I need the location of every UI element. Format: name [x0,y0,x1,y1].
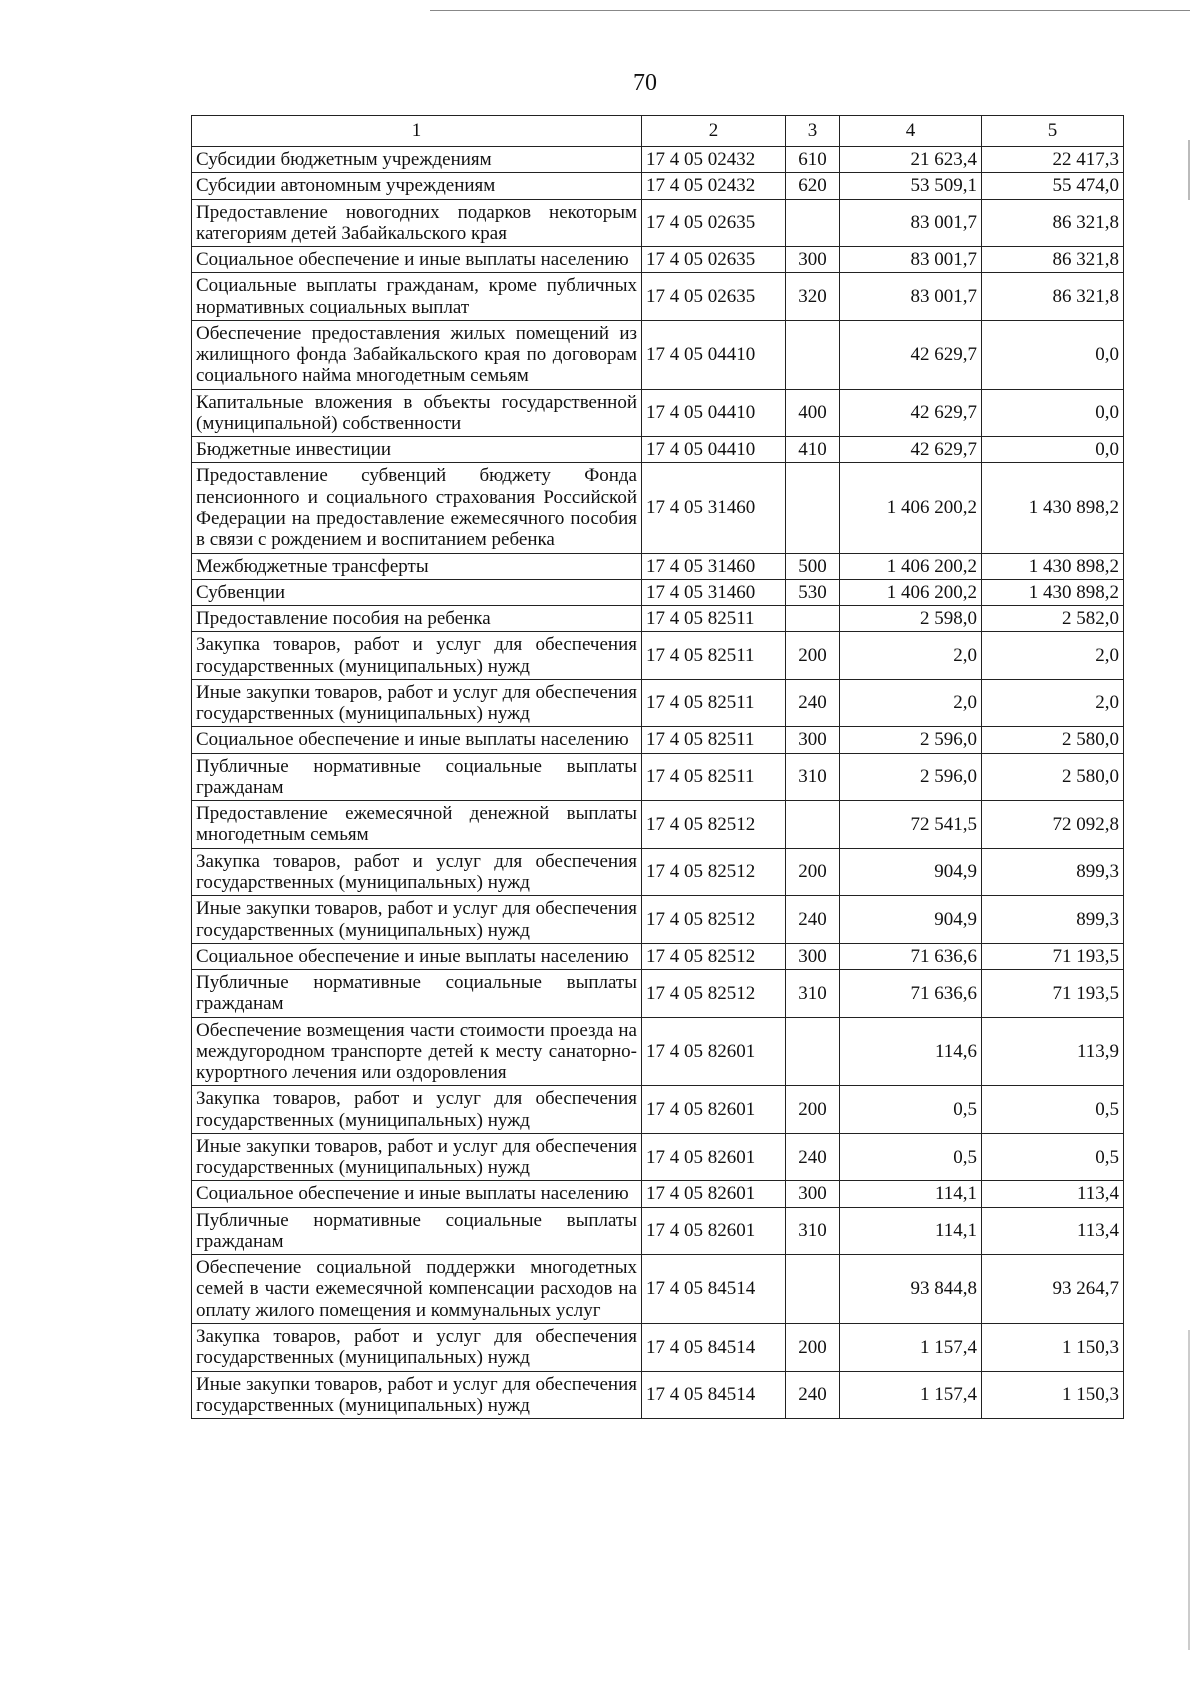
row-amount-col4: 114,1 [840,1181,982,1207]
row-name: Межбюджетные трансферты [192,553,642,579]
table-row [192,1207,1124,1255]
row-amount-col4: 2 596,0 [840,753,982,801]
row-amount-col5: 86 321,8 [982,247,1124,273]
header-col-2: 2 [642,116,786,147]
table-row [192,247,1124,273]
row-amount-col4: 1 157,4 [840,1324,982,1372]
table-row [192,679,1124,727]
table-row [192,1133,1124,1181]
row-code: 17 4 05 82601 [642,1207,786,1255]
row-name: Социальные выплаты гражданам, кроме публичных нормативных социальных выплат [192,273,642,321]
row-code: 17 4 05 82511 [642,632,786,680]
table-row [192,173,1124,199]
row-expense-type: 300 [786,247,840,273]
row-amount-col5: 1 430 898,2 [982,553,1124,579]
row-code: 17 4 05 82601 [642,1086,786,1134]
scan-edge-line [430,10,1190,11]
row-expense-type: 240 [786,679,840,727]
row-code: 17 4 05 31460 [642,463,786,553]
row-code: 17 4 05 82511 [642,727,786,753]
row-amount-col4: 72 541,5 [840,801,982,849]
row-code: 17 4 05 84514 [642,1255,786,1324]
row-expense-type [786,801,840,849]
row-expense-type: 300 [786,1181,840,1207]
row-code: 17 4 05 82512 [642,943,786,969]
row-amount-col4: 42 629,7 [840,320,982,389]
row-code: 17 4 05 82511 [642,606,786,632]
row-amount-col4: 1 406 200,2 [840,553,982,579]
row-amount-col5: 55 474,0 [982,173,1124,199]
row-amount-col5: 71 193,5 [982,943,1124,969]
row-amount-col5: 1 430 898,2 [982,463,1124,553]
budget-table [191,115,1124,1419]
header-col-5: 5 [982,116,1124,147]
row-name: Обеспечение возмещения части стоимости проезда на междугородном транспорте детей к месту санаторно-курортного лечения или оздоровления [192,1017,642,1086]
table-row [192,1255,1124,1324]
row-amount-col4: 0,5 [840,1086,982,1134]
page-number: 70 [633,70,657,96]
row-code: 17 4 05 02432 [642,173,786,199]
row-amount-col5: 86 321,8 [982,273,1124,321]
row-code: 17 4 05 82512 [642,848,786,896]
row-name: Публичные нормативные социальные выплаты гражданам [192,753,642,801]
row-expense-type: 530 [786,579,840,605]
row-amount-col5: 86 321,8 [982,199,1124,247]
row-code: 17 4 05 84514 [642,1371,786,1419]
row-name: Предоставление новогодних подарков некоторым категориям детей Забайкальского края [192,199,642,247]
row-expense-type: 620 [786,173,840,199]
row-code: 17 4 05 02432 [642,147,786,173]
row-name: Предоставление субвенций бюджету Фонда пенсионного и социального страхования Российской Федерации на предоставление ежемесячного пособия в связи с рождением и воспитанием ребенка [192,463,642,553]
row-expense-type: 310 [786,753,840,801]
row-name: Закупка товаров, работ и услуг для обеспечения государственных (муниципальных) нужд [192,1324,642,1372]
row-expense-type [786,1255,840,1324]
row-code: 17 4 05 82512 [642,801,786,849]
row-amount-col4: 114,6 [840,1017,982,1086]
row-expense-type: 240 [786,1371,840,1419]
row-amount-col4: 2,0 [840,632,982,680]
row-code: 17 4 05 04410 [642,320,786,389]
row-code: 17 4 05 82511 [642,679,786,727]
row-amount-col5: 1 150,3 [982,1371,1124,1419]
table-row [192,389,1124,437]
row-name: Субсидии автономным учреждениям [192,173,642,199]
row-amount-col4: 2 598,0 [840,606,982,632]
row-expense-type: 610 [786,147,840,173]
row-name: Социальное обеспечение и иные выплаты населению [192,1181,642,1207]
row-code: 17 4 05 04410 [642,437,786,463]
table-row [192,553,1124,579]
row-name: Обеспечение предоставления жилых помещений из жилищного фонда Забайкальского края по договорам социального найма многодетным семьям [192,320,642,389]
row-name: Социальное обеспечение и иные выплаты населению [192,247,642,273]
row-amount-col4: 1 406 200,2 [840,579,982,605]
row-name: Закупка товаров, работ и услуг для обеспечения государственных (муниципальных) нужд [192,1086,642,1134]
row-amount-col4: 42 629,7 [840,389,982,437]
row-amount-col5: 0,0 [982,320,1124,389]
row-name: Закупка товаров, работ и услуг для обеспечения государственных (муниципальных) нужд [192,848,642,896]
row-expense-type: 500 [786,553,840,579]
row-code: 17 4 05 82601 [642,1181,786,1207]
row-code: 17 4 05 31460 [642,553,786,579]
row-expense-type: 200 [786,1086,840,1134]
table-body [192,147,1124,1419]
row-amount-col5: 2 582,0 [982,606,1124,632]
row-name: Социальное обеспечение и иные выплаты населению [192,727,642,753]
row-expense-type [786,199,840,247]
header-col-1: 1 [192,116,642,147]
row-amount-col5: 1 150,3 [982,1324,1124,1372]
row-expense-type: 240 [786,1133,840,1181]
row-amount-col4: 83 001,7 [840,273,982,321]
row-amount-col4: 1 157,4 [840,1371,982,1419]
row-name: Предоставление пособия на ребенка [192,606,642,632]
row-name: Социальное обеспечение и иные выплаты населению [192,943,642,969]
row-name: Публичные нормативные социальные выплаты гражданам [192,970,642,1018]
row-name: Иные закупки товаров, работ и услуг для обеспечения государственных (муниципальных) нужд [192,896,642,944]
row-expense-type [786,1017,840,1086]
row-name: Бюджетные инвестиции [192,437,642,463]
row-expense-type: 310 [786,1207,840,1255]
table-row [192,970,1124,1018]
table-row [192,727,1124,753]
table-row [192,1086,1124,1134]
row-amount-col5: 2 580,0 [982,727,1124,753]
table-row [192,579,1124,605]
row-amount-col5: 72 092,8 [982,801,1124,849]
row-expense-type [786,606,840,632]
row-amount-col4: 21 623,4 [840,147,982,173]
row-amount-col4: 2 596,0 [840,727,982,753]
table-row [192,753,1124,801]
row-code: 17 4 05 02635 [642,247,786,273]
row-code: 17 4 05 84514 [642,1324,786,1372]
table-row [192,463,1124,553]
row-amount-col5: 2,0 [982,679,1124,727]
row-code: 17 4 05 82601 [642,1133,786,1181]
row-code: 17 4 05 82512 [642,970,786,1018]
row-amount-col4: 2,0 [840,679,982,727]
table-row [192,1017,1124,1086]
row-amount-col5: 22 417,3 [982,147,1124,173]
table-row [192,320,1124,389]
row-amount-col4: 904,9 [840,848,982,896]
row-name: Иные закупки товаров, работ и услуг для обеспечения государственных (муниципальных) нужд [192,1133,642,1181]
row-name: Закупка товаров, работ и услуг для обеспечения государственных (муниципальных) нужд [192,632,642,680]
row-amount-col4: 93 844,8 [840,1255,982,1324]
row-name: Капитальные вложения в объекты государственной (муниципальной) собственности [192,389,642,437]
row-code: 17 4 05 82601 [642,1017,786,1086]
row-name: Иные закупки товаров, работ и услуг для обеспечения государственных (муниципальных) нужд [192,1371,642,1419]
row-amount-col5: 71 193,5 [982,970,1124,1018]
row-expense-type [786,463,840,553]
row-expense-type [786,320,840,389]
table-header-row [192,116,1124,147]
row-expense-type: 300 [786,943,840,969]
table-row [192,1181,1124,1207]
row-expense-type: 200 [786,848,840,896]
table-row [192,801,1124,849]
row-expense-type: 410 [786,437,840,463]
row-amount-col4: 53 509,1 [840,173,982,199]
row-code: 17 4 05 02635 [642,273,786,321]
row-name: Субвенции [192,579,642,605]
row-amount-col5: 113,4 [982,1181,1124,1207]
scan-edge-mark [1188,1330,1190,1650]
table-row [192,943,1124,969]
row-amount-col5: 0,5 [982,1086,1124,1134]
row-amount-col5: 0,0 [982,437,1124,463]
row-name: Субсидии бюджетным учреждениям [192,147,642,173]
row-amount-col4: 114,1 [840,1207,982,1255]
row-amount-col4: 71 636,6 [840,970,982,1018]
table-row [192,147,1124,173]
row-name: Предоставление ежемесячной денежной выплаты многодетным семьям [192,801,642,849]
row-expense-type: 240 [786,896,840,944]
header-col-3: 3 [786,116,840,147]
row-amount-col4: 1 406 200,2 [840,463,982,553]
row-amount-col4: 83 001,7 [840,199,982,247]
table-row [192,896,1124,944]
row-code: 17 4 05 82511 [642,753,786,801]
row-amount-col5: 0,0 [982,389,1124,437]
row-amount-col4: 83 001,7 [840,247,982,273]
table-row [192,606,1124,632]
row-amount-col5: 113,9 [982,1017,1124,1086]
header-col-4: 4 [840,116,982,147]
row-amount-col5: 1 430 898,2 [982,579,1124,605]
table-row [192,848,1124,896]
table-row [192,632,1124,680]
row-name: Публичные нормативные социальные выплаты гражданам [192,1207,642,1255]
row-code: 17 4 05 04410 [642,389,786,437]
row-expense-type: 300 [786,727,840,753]
row-amount-col5: 899,3 [982,848,1124,896]
table-row [192,1324,1124,1372]
row-expense-type: 200 [786,1324,840,1372]
table-row [192,1371,1124,1419]
row-amount-col4: 0,5 [840,1133,982,1181]
row-amount-col5: 93 264,7 [982,1255,1124,1324]
row-name: Иные закупки товаров, работ и услуг для обеспечения государственных (муниципальных) нужд [192,679,642,727]
row-amount-col5: 899,3 [982,896,1124,944]
row-amount-col5: 0,5 [982,1133,1124,1181]
row-amount-col4: 42 629,7 [840,437,982,463]
table-row [192,199,1124,247]
row-expense-type: 320 [786,273,840,321]
row-expense-type: 200 [786,632,840,680]
scan-edge-mark [1188,140,1190,200]
row-code: 17 4 05 31460 [642,579,786,605]
row-amount-col5: 2 580,0 [982,753,1124,801]
row-amount-col4: 71 636,6 [840,943,982,969]
row-expense-type: 400 [786,389,840,437]
row-code: 17 4 05 02635 [642,199,786,247]
row-name: Обеспечение социальной поддержки многодетных семей в части ежемесячной компенсации расходов на оплату жилого помещения и коммунальных услуг [192,1255,642,1324]
row-code: 17 4 05 82512 [642,896,786,944]
table-row [192,273,1124,321]
row-expense-type: 310 [786,970,840,1018]
row-amount-col5: 113,4 [982,1207,1124,1255]
row-amount-col5: 2,0 [982,632,1124,680]
table-row [192,437,1124,463]
row-amount-col4: 904,9 [840,896,982,944]
